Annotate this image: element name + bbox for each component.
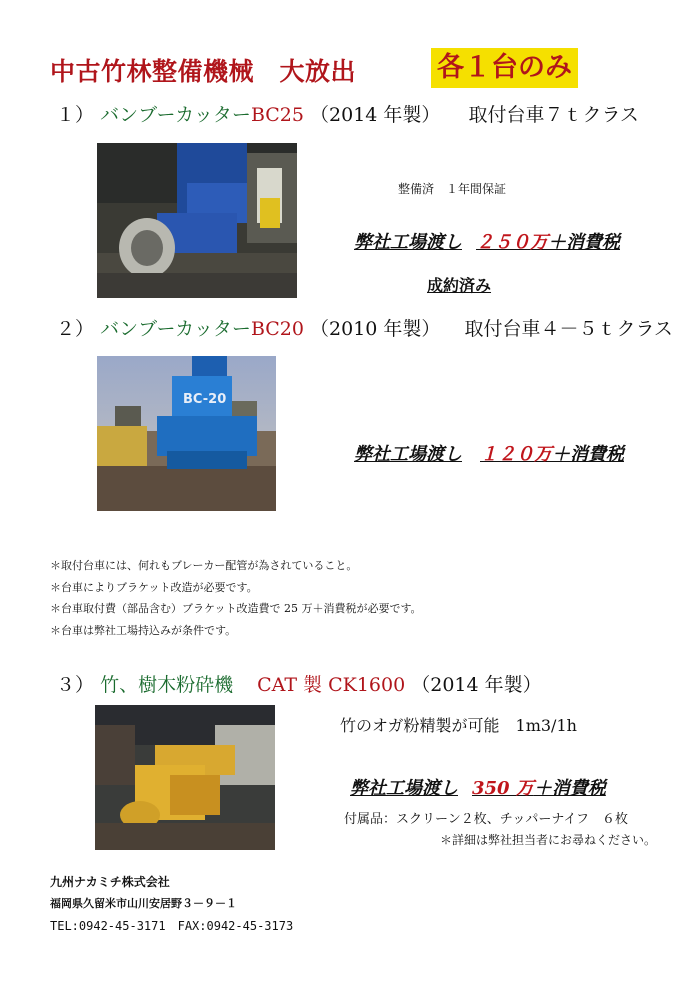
note-line: ＊取付台車には、何れもブレーカー配管が為されていること。 xyxy=(50,559,358,572)
company-contact: TEL:0942-45-3171 FAX:0942-45-3173 xyxy=(50,919,294,933)
note-line: ＊台車によりブラケット改造が必要です。 xyxy=(50,581,258,594)
item1-mount: 取付台車７ｔクラス xyxy=(468,104,639,126)
item2-year: （2010 年製） xyxy=(310,318,441,340)
item2-price-amount: １２０万 xyxy=(480,444,552,465)
item3-name: 竹、樹木粉砕機 xyxy=(100,674,234,696)
item3-heading xyxy=(56,670,542,697)
item2-mount: 取付台車４－５ｔクラス xyxy=(464,318,673,340)
item3-photo xyxy=(95,705,275,850)
item3-model: CAT 製 CK1600 xyxy=(257,674,406,696)
item1-photo xyxy=(97,143,297,298)
item2-price xyxy=(354,440,650,466)
item3-price xyxy=(350,774,606,800)
item2-photo xyxy=(97,356,276,511)
item1-price-prefix: 弊社工場渡し xyxy=(354,232,462,253)
item1-status: 成約済み xyxy=(427,276,492,295)
item2-photo-label: BC-20 xyxy=(183,392,227,407)
item3-feature: 竹のオガ粉精製が可能 1m3/1h xyxy=(340,716,577,735)
limited-quantity-badge: 各１台のみ xyxy=(431,48,578,88)
item1-price xyxy=(354,228,620,254)
note-line: ＊台車取付費（部品含む）ブラケット改造費で 25 万＋消費税が必要です。 xyxy=(50,602,422,615)
item1-number: １） xyxy=(56,104,95,126)
item1-heading xyxy=(56,100,639,127)
item2-price-suffix: ＋消費税 xyxy=(552,444,624,465)
page-title: 中古竹林整備機械 大放出 xyxy=(50,57,357,86)
item1-year: （2014 年製） xyxy=(310,104,441,126)
item2-number: ２） xyxy=(56,318,95,340)
item2-model: BC20 xyxy=(250,318,304,340)
item2-price-prefix: 弊社工場渡し xyxy=(354,444,462,465)
note-line: ＊台車は弊社工場持込みが条件です。 xyxy=(50,624,237,637)
item1-model: BC25 xyxy=(250,104,304,126)
company-name: 九州ナカミチ株式会社 xyxy=(50,875,170,889)
item3-number: ３） xyxy=(56,674,95,696)
item2-heading xyxy=(56,314,673,341)
item3-price-amount: 350 万 xyxy=(472,778,534,799)
item1-price-suffix: ＋消費税 xyxy=(548,232,620,253)
item3-price-prefix: 弊社工場渡し xyxy=(350,778,458,799)
item3-year: （2014 年製） xyxy=(411,674,542,696)
item1-price-amount: ２５０万 xyxy=(476,232,548,253)
item3-price-suffix: ＋消費税 xyxy=(533,778,606,799)
item3-accessories: 付属品：スクリーン２枚、チッパーナイフ ６枚 xyxy=(344,812,629,827)
company-address: 福岡県久留米市山川安居野３－９－１ xyxy=(50,897,237,910)
item3-inquiry: ＊詳細は弊社担当者にお尋ねください。 xyxy=(440,833,657,847)
item1-name: バンブーカッター xyxy=(100,104,251,126)
item1-note: 整備済 １年間保証 xyxy=(398,182,507,196)
item2-name: バンブーカッター xyxy=(100,318,251,340)
